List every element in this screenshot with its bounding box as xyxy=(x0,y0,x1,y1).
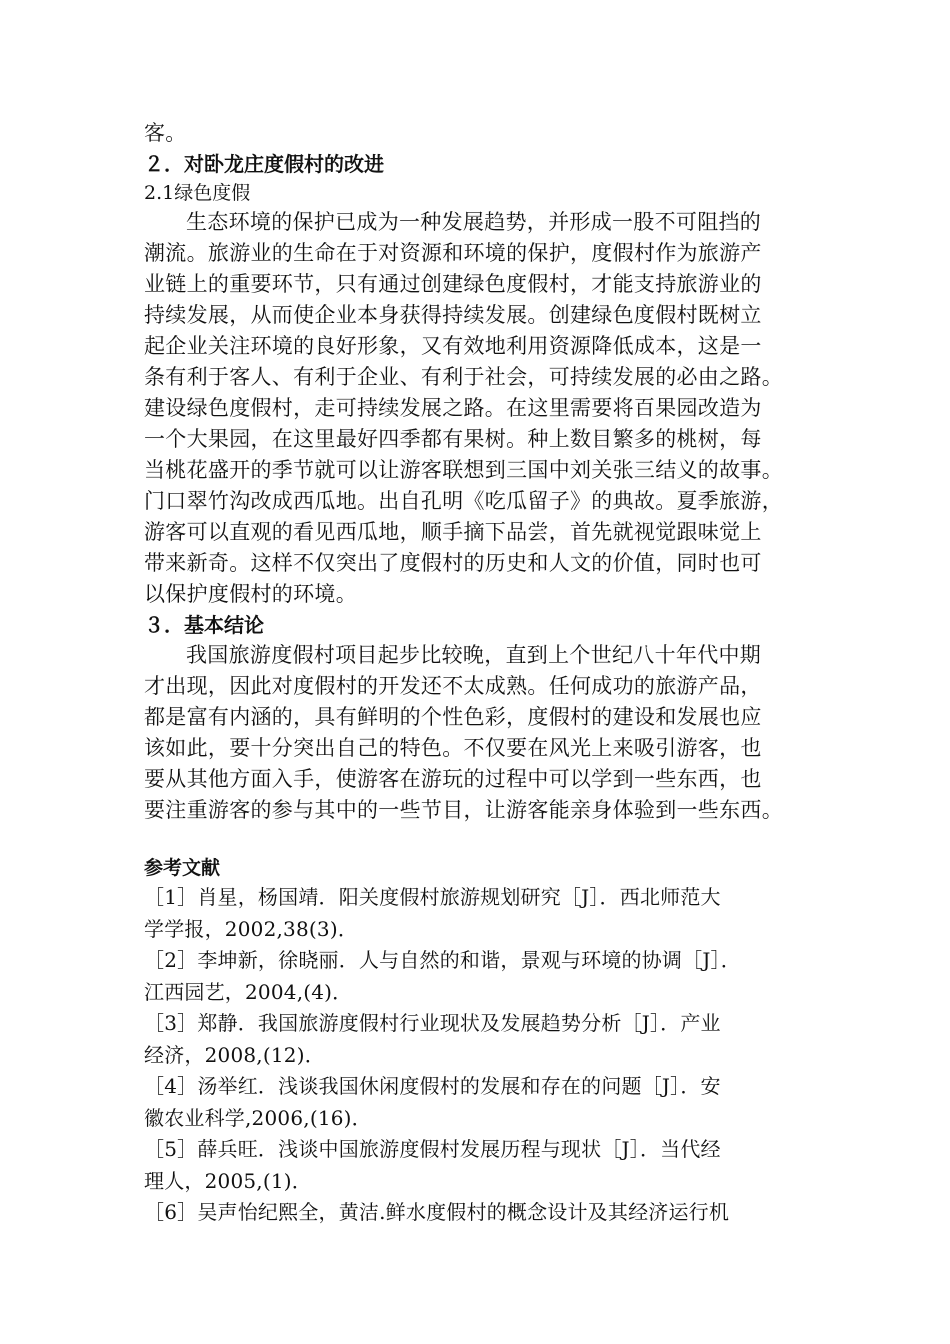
section-3-heading: ３．基本结论 xyxy=(144,613,264,637)
reference-line: 学学报，2002,38(3)． xyxy=(144,916,359,941)
reference-line: ［4］汤举红．浅谈我国休闲度假村的发展和存在的问题［J］．安 xyxy=(144,1074,721,1098)
document-body xyxy=(144,118,819,1229)
paragraph-line: 建设绿色度假村，走可持续发展之路。在这里需要将百果园改造为 xyxy=(144,396,762,420)
paragraph-line: 我国旅游度假村项目起步比较晚，直到上个世纪八十年代中期 xyxy=(186,643,762,667)
paragraph-line: 生态环境的保护已成为一种发展趋势，并形成一股不可阻挡的 xyxy=(186,210,762,234)
paragraph-line: 该如此，要十分突出自己的特色。不仅要在风光上来吸引游客，也 xyxy=(144,736,762,760)
paragraph-line: 当桃花盛开的季节就可以让游客联想到三国中刘关张三结义的故事。 xyxy=(144,458,783,482)
section-2-1-subheading: 2.1绿色度假 xyxy=(144,182,251,204)
paragraph-line: 起企业关注环境的良好形象，又有效地利用资源降低成本，这是一 xyxy=(144,334,762,358)
paragraph-line: 一个大果园，在这里最好四季都有果树。种上数目繁多的桃树，每 xyxy=(144,427,762,451)
reference-line: ［6］吴声怡纪熙全，黄洁.鲜水度假村的概念设计及其经济运行机 xyxy=(144,1200,730,1224)
paragraph-line: 都是富有内涵的，具有鲜明的个性色彩，度假村的建设和发展也应 xyxy=(144,705,762,729)
reference-line: 徽农业科学,2006,(16)． xyxy=(144,1105,372,1130)
section-2-paragraph xyxy=(144,207,819,610)
reference-line: ［5］薛兵旺．浅谈中国旅游度假村发展历程与现状［J］．当代经 xyxy=(144,1137,721,1161)
paragraph-line: 才出现，因此对度假村的开发还不太成熟。任何成功的旅游产品， xyxy=(144,674,762,698)
paragraph-line: 潮流。旅游业的生命在于对资源和环境的保护，度假村作为旅游产 xyxy=(144,241,762,265)
reference-line: ［1］肖星，杨国靖．阳关度假村旅游规划研究［J］．西北师范大 xyxy=(144,885,721,909)
paragraph-line: 以保护度假村的环境。 xyxy=(144,582,357,606)
reference-line: ［3］郑静．我国旅游度假村行业现状及发展趋势分析［J］．产业 xyxy=(144,1011,721,1035)
reference-line: 理人，2005,(1)． xyxy=(144,1168,312,1193)
references-list xyxy=(144,882,819,1229)
paragraph-line: 持续发展，从而使企业本身获得持续发展。创建绿色度假村既树立 xyxy=(144,303,762,327)
paragraph-line: 门口翠竹沟改成西瓜地。出自孔明《吃瓜留子》的典故。夏季旅游， xyxy=(144,489,783,513)
paragraph-line: 业链上的重要环节，只有通过创建绿色度假村，才能支持旅游业的 xyxy=(144,272,762,296)
paragraph-line: 带来新奇。这样不仅突出了度假村的历史和人文的价值，同时也可 xyxy=(144,551,762,575)
references-title: 参考文献 xyxy=(144,857,221,879)
paragraph-line: 游客可以直观的看见西瓜地，顺手摘下品尝，首先就视觉跟味觉上 xyxy=(144,520,762,544)
carryover-text: 客。 xyxy=(144,121,187,145)
reference-line: 江西园艺，2004,(4)． xyxy=(144,979,353,1004)
paragraph-line: 条有利于客人、有利于企业、有利于社会，可持续发展的必由之路。 xyxy=(144,365,783,389)
section-3-paragraph xyxy=(144,640,819,826)
paragraph-line: 要从其他方面入手，使游客在游玩的过程中可以学到一些东西，也 xyxy=(144,767,762,791)
reference-line: 经济，2008,(12)． xyxy=(144,1042,325,1067)
section-2-heading: ２．对卧龙庄度假村的改进 xyxy=(144,152,384,176)
reference-line: ［2］李坤新，徐晓丽．人与自然的和谐，景观与环境的协调［J］． xyxy=(144,948,741,972)
paragraph-line: 要注重游客的参与其中的一些节目，让游客能亲身体验到一些东西。 xyxy=(144,798,783,822)
